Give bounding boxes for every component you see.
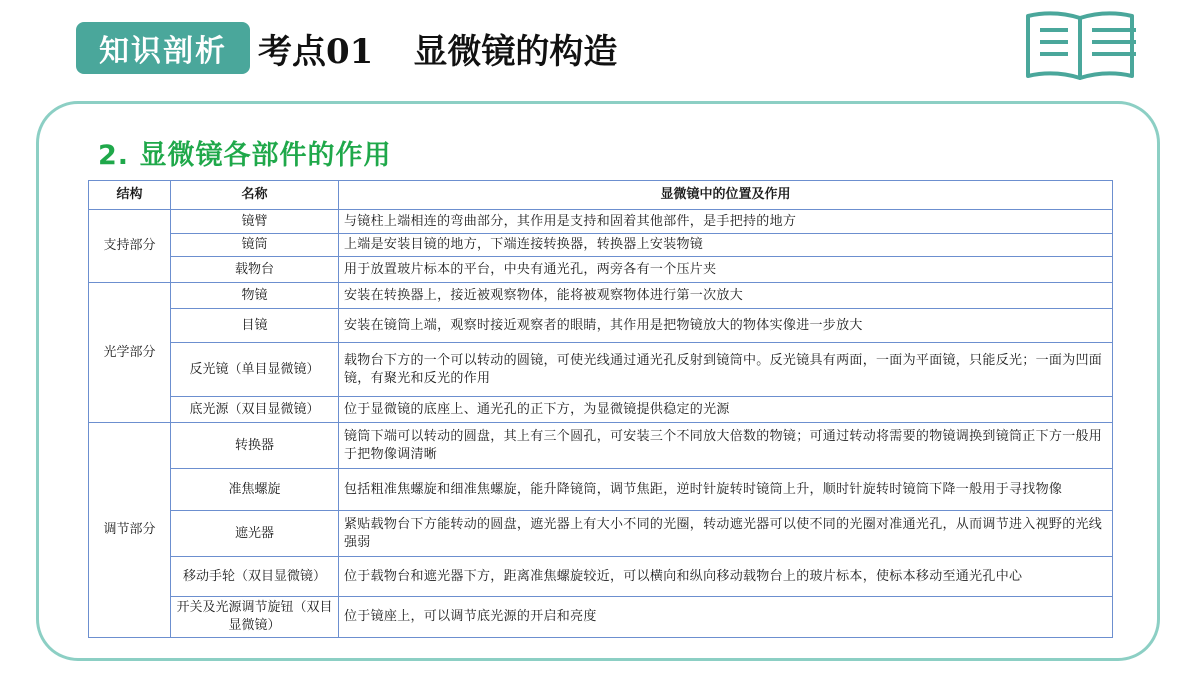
table-header-row <box>89 181 1113 210</box>
group-label: 调节部分 <box>89 423 171 638</box>
table-row <box>89 234 1113 257</box>
part-desc: 用于放置玻片标本的平台，中央有通光孔，两旁各有一个压片夹 <box>339 257 1113 283</box>
part-desc: 与镜柱上端相连的弯曲部分，其作用是支持和固着其他部件，是手把持的地方 <box>339 210 1113 234</box>
table-row <box>89 283 1113 309</box>
part-name: 准焦螺旋 <box>171 469 339 511</box>
part-name: 反光镜（单目显微镜） <box>171 343 339 397</box>
open-book-icon <box>1024 10 1140 82</box>
header-name: 名称 <box>171 181 339 210</box>
part-desc: 包括粗准焦螺旋和细准焦螺旋，能升降镜筒，调节焦距，逆时针旋转时镜筒上升，顺时针旋转时镜筒下降一般用于寻找物像 <box>339 469 1113 511</box>
topic-title: 显微镜的构造 <box>413 31 618 72</box>
part-desc: 位于显微镜的底座上、通光孔的正下方，为显微镜提供稳定的光源 <box>339 397 1113 423</box>
part-desc: 载物台下方的一个可以转动的圆镜，可使光线通过通光孔反射到镜筒中。反光镜具有两面，一面为平面镜，只能反光；一面为凹面镜，有聚光和反光的作用 <box>339 343 1113 397</box>
header-badge: 知识剖析 <box>76 22 250 74</box>
part-desc: 紧贴载物台下方能转动的圆盘，遮光器上有大小不同的光圈，转动遮光器可以使不同的光圈对准通光孔，从而调节进入视野的光线强弱 <box>339 511 1113 557</box>
table-row <box>89 210 1113 234</box>
table-row <box>89 343 1113 397</box>
group-label: 支持部分 <box>89 210 171 283</box>
group-label: 光学部分 <box>89 283 171 423</box>
header-structure: 结构 <box>89 181 171 210</box>
page-title <box>258 22 617 74</box>
part-name: 载物台 <box>171 257 339 283</box>
table-row <box>89 423 1113 469</box>
part-name: 转换器 <box>171 423 339 469</box>
part-desc: 安装在转换器上，接近被观察物体，能将被观察物体进行第一次放大 <box>339 283 1113 309</box>
part-desc: 位于镜座上，可以调节底光源的开启和亮度 <box>339 597 1113 638</box>
table-row <box>89 511 1113 557</box>
table-row <box>89 257 1113 283</box>
part-name: 物镜 <box>171 283 339 309</box>
part-name: 镜臂 <box>171 210 339 234</box>
part-desc: 上端是安装目镜的地方，下端连接转换器，转换器上安装物镜 <box>339 234 1113 257</box>
part-name: 移动手轮（双目显微镜） <box>171 557 339 597</box>
table-row <box>89 397 1113 423</box>
part-name: 镜筒 <box>171 234 339 257</box>
part-desc: 镜筒下端可以转动的圆盘，其上有三个圆孔，可安装三个不同放大倍数的物镜；可通过转动将需要的物镜调换到镜筒正下方一般用于把物像调清晰 <box>339 423 1113 469</box>
part-name: 底光源（双目显微镜） <box>171 397 339 423</box>
part-name: 遮光器 <box>171 511 339 557</box>
part-desc: 位于载物台和遮光器下方，距离准焦螺旋较近，可以横向和纵向移动载物台上的玻片标本，使标本移动至通光孔中心 <box>339 557 1113 597</box>
parts-table <box>88 180 1113 638</box>
section-title: 2. 显微镜各部件的作用 <box>98 140 392 171</box>
table-row <box>89 469 1113 511</box>
table-row <box>89 597 1113 638</box>
topic-label: 考点01 <box>258 31 374 72</box>
part-desc: 安装在镜筒上端，观察时接近观察者的眼睛，其作用是把物镜放大的物体实像进一步放大 <box>339 309 1113 343</box>
header-description: 显微镜中的位置及作用 <box>339 181 1113 210</box>
table-row <box>89 557 1113 597</box>
part-name: 目镜 <box>171 309 339 343</box>
part-name: 开关及光源调节旋钮（双目显微镜） <box>171 597 339 638</box>
table-row <box>89 309 1113 343</box>
